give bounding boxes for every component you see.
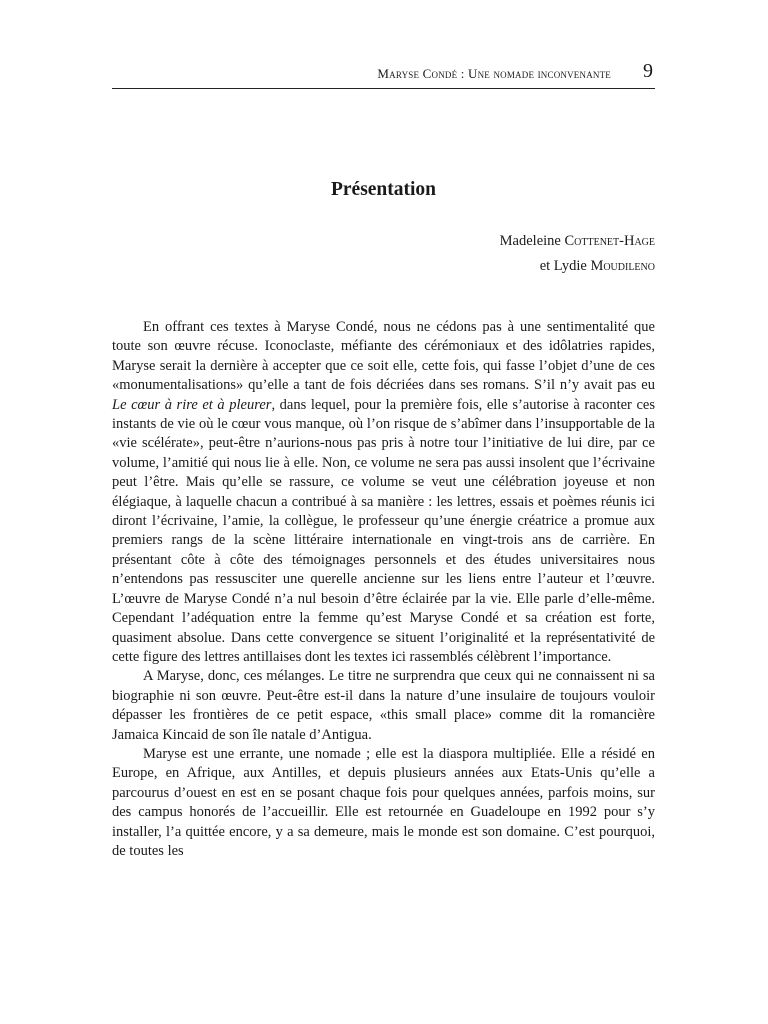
author-1-given: Madeleine [499, 233, 561, 249]
running-head [112, 58, 655, 89]
book-title-italic: Le cœur à rire et à pleurer [112, 396, 272, 413]
author-line-1 [112, 229, 655, 254]
authors-block [112, 229, 655, 279]
author-connector: et [539, 258, 551, 274]
author-2-given: Lydie [553, 258, 587, 274]
author-line-2 [112, 254, 655, 279]
page-number: 9 [643, 60, 653, 82]
paragraph-2: A Maryse, donc, ces mélanges. Le titre ne surprendra que ceux qui ne connaissent ni sa biographie ni son œuvre. Peut-être est-il dans la nature d’une insulaire de toujours vouloir dépasser les frontières de ce petit espace, «this small place» comme dit la romancière Jamaica Kincaid de son île natale d’Antigua. [112, 668, 655, 743]
author-2-family: Moudileno [590, 258, 655, 274]
author-1-family: Cottenet-Hage [564, 233, 655, 249]
running-title: Maryse Condé : Une nomade inconvenante [377, 66, 611, 81]
paragraph-3: Maryse est une errante, une nomade ; elle est la diaspora multipliée. Elle a résidé en Europe, en Afrique, aux Antilles, et depuis plusieurs années aux Etats-Unis qu’elle a parcourus d’ouest en est en se posant chaque fois pour quelques années, parfois moins, sur des campus honorés de l’accueillir. Elle est retournée en Guadeloupe en 1992 pour s’y installer, l’a quittée encore, y a sa demeure, mais le monde est son domaine. C’est pourquoi, de toutes les [112, 745, 655, 859]
body-text [112, 318, 655, 861]
paragraph-1-before: En offrant ces textes à Maryse Condé, nous ne cédons pas à une sentimentalité que toute son œuvre récuse. Iconoclaste, méfiante des cérémoniaux et des idôlatries rapides, Maryse serait la dernière à accepter que ce soit elle, cette fois, qui fasse l’objet d’une de ces «monumentalisations» qu’elle a tant de fois décriées dans ses romans. S’il n’y avait pas eu [112, 319, 655, 394]
paragraph-1-after: , dans lequel, pour la première fois, elle s’autorise à raconter ces instants de vie où le cœur vous manque, où l’on risque de s’abîmer dans l’insupportable de la «vie scélérate», peut-être n’aurions-nous pas pris à notre tour l’initiative de lui dire, par ce volume, l’amitié qui nous lie à elle. Non, ce volume ne sera pas aussi insolent que l’écrivaine peut l’être. Mais qu’elle se rassure, ce volume se veut une célébration joyeuse et non élégiaque, à laquelle chacun a contribué à sa manière : les lettres, essais et poèmes réunis ici diront l’écrivaine, l’amie, la collègue, le professeur qu’une énergie créatrice a promue aux premiers rangs de la scène littéraire internationale en vingt-trois ans de carrière. En présentant côte à côte des témoignages personnels et des études universitaires nous n’entendons pas ressusciter une querelle ancienne sur les liens entre l’auteur et l’œuvre. L’œuvre de Maryse Condé n’a nul besoin d’être éclairée par la vie. Elle parle d’elle-même. Cependant l’adéquation entre la femme qu’est Maryse Condé et sa création est forte, quasiment absolue. Dans cette convergence se situent l’originalité et la représentativité de cette figure des lettres antillaises dont les textes ici rassemblés célèbrent l’importance. [112, 396, 655, 665]
section-title: Présentation [330, 179, 437, 200]
paragraph-1 [112, 318, 655, 667]
